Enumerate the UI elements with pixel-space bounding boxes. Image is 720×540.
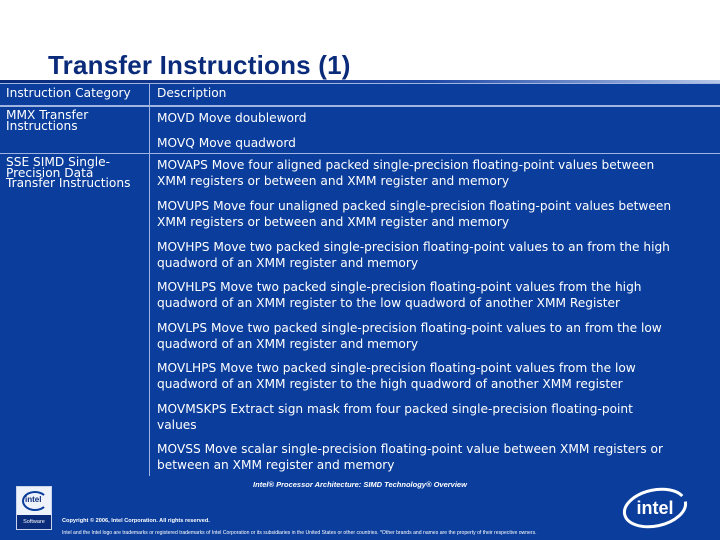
row-divider <box>0 153 720 154</box>
item-line: MOVSS Move scalar single-precision floating-point value between XMM registers or <box>157 442 663 456</box>
item-line: MOVLPS Move two packed single-precision floating-point values to an from the low <box>157 321 662 335</box>
item-line: MOVUPS Move four unaligned packed single-precision floating-point values between <box>157 199 672 213</box>
list-item <box>157 199 713 230</box>
item-line: XMM registers or between and XMM register and memory <box>157 173 510 188</box>
item-line: XMM registers or between and XMM register and memory <box>157 214 510 229</box>
item-line: MOVMSKPS Extract sign mask from four packed single-precision floating-point <box>157 402 633 416</box>
item-line: quadword of an XMM register and memory <box>157 255 419 270</box>
category-line: Transfer Instructions <box>6 176 131 190</box>
header-description: Description <box>157 86 227 100</box>
item-line: MOVLHPS Move two packed single-precision floating-point values from the low <box>157 361 636 375</box>
instruction-table <box>0 83 720 476</box>
item-line: quadword of an XMM register to the high quadword of another XMM register <box>157 376 623 391</box>
item-line: between an XMM register and memory <box>157 457 395 472</box>
list-item <box>157 402 713 433</box>
logo-word: intel <box>25 495 42 504</box>
list-item: MOVD Move doubleword <box>157 111 307 125</box>
item-line: MOVAPS Move four aligned packed single-precision floating-point values between <box>157 158 655 172</box>
list-item <box>157 280 713 311</box>
column-divider <box>149 83 150 476</box>
category-line: Precision Data <box>6 165 94 180</box>
intel-logo-icon <box>620 484 690 530</box>
list-item <box>157 442 713 473</box>
category-line: Instructions <box>6 118 78 133</box>
category-sse <box>6 157 148 189</box>
intel-software-logo <box>16 486 52 530</box>
slide-title: Transfer Instructions (1) <box>48 50 351 80</box>
list-item <box>157 158 713 189</box>
header-instruction-category: Instruction Category <box>6 86 131 100</box>
row-divider <box>0 105 720 106</box>
item-line: quadword of an XMM register to the low quadword of another XMM Register <box>157 295 621 310</box>
intel-logo-word: intel <box>636 498 674 518</box>
list-item <box>157 361 713 392</box>
logo-label: Software <box>17 515 51 529</box>
category-line: SSE SIMD Single- <box>6 155 111 169</box>
footer-caption: Intel® Processor Architecture: SIMD Technology® Overview <box>253 480 467 489</box>
category-line: MMX Transfer <box>6 108 89 122</box>
item-line: MOVHLPS Move two packed single-precision floating-point values from the high <box>157 280 642 294</box>
list-item <box>157 240 713 271</box>
item-line: MOVHPS Move two packed single-precision floating-point values to an from the high <box>157 240 670 254</box>
category-mmx <box>6 110 148 131</box>
item-line: quadword of an XMM register and memory <box>157 336 419 351</box>
item-line: values <box>157 417 197 432</box>
trademark-text: Intel and the Intel logo are trademarks or registered trademarks of Intel Corporation or its subsidiaries in the United States or other countries. *Other brands and names are the property of their respective owners. <box>62 530 537 536</box>
list-item <box>157 321 713 352</box>
copyright-text: Copyright © 2006, Intel Corporation. All rights reserved. <box>62 518 210 524</box>
list-item: MOVQ Move quadword <box>157 136 296 150</box>
